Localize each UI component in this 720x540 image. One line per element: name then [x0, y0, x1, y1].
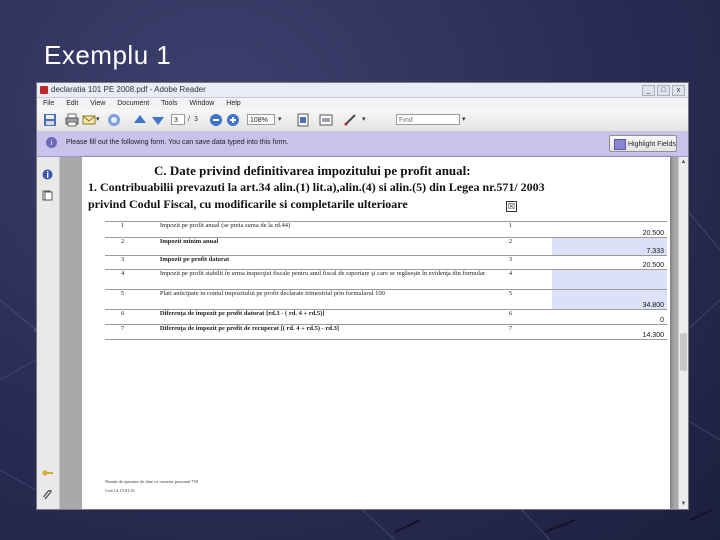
row-description: Plati anticipate in contul impozitului pe profit declarate trimestrial prin formularul 100	[152, 290, 491, 310]
window-title: declaratia 101 PE 2008.pdf - Adobe Reader	[51, 85, 206, 94]
fit-page-icon[interactable]	[296, 113, 310, 127]
pages-panel-icon[interactable]	[42, 190, 53, 201]
menu-edit[interactable]: Edit	[66, 100, 79, 107]
tax-form-table	[105, 221, 667, 340]
row-code: 1	[491, 222, 552, 238]
table-row	[105, 270, 667, 290]
table-row	[105, 222, 667, 238]
email-icon[interactable]	[82, 113, 96, 127]
row-code: 5	[491, 290, 552, 310]
row-code: 7	[491, 325, 552, 340]
zoom-out-icon[interactable]	[209, 113, 223, 127]
value-field[interactable]: 7.333	[552, 238, 667, 256]
zoom-dropdown-icon[interactable]: ▾	[278, 116, 282, 123]
row-description: Diferenţa de impozit pe profit de recuperat [( rd. 4 + rd.5) - rd.3]	[152, 325, 491, 340]
scroll-thumb[interactable]	[680, 333, 687, 371]
subsection-heading: 1. Contribuabilii prevazuti la art.34 alin.(1) lit.a),alin.(4) si alin.(5) din Legea nr.571/ 2003	[88, 180, 545, 194]
pdf-page	[82, 157, 670, 509]
menu-tools[interactable]: Tools	[161, 100, 178, 107]
table-row	[105, 325, 667, 340]
value-field[interactable]: 34.800	[552, 290, 667, 310]
value-field[interactable]: 0	[552, 310, 667, 325]
sign-dropdown-icon[interactable]: ▾	[362, 116, 366, 123]
maximize-button[interactable]: □	[657, 85, 670, 96]
save-icon[interactable]	[43, 113, 57, 127]
row-description: Impozit minim anual	[152, 238, 491, 256]
row-code: 6	[491, 310, 552, 325]
highlight-fields-label: Highlight Fields	[628, 141, 676, 148]
page-number-input[interactable]: 3	[171, 114, 185, 125]
adobe-reader-icon	[40, 86, 48, 94]
row-description: Impozit pe profit stabilit în urma inspecţiei fiscale pentru anul fiscal de raportare şi care se regăseşte în evidenţa din formular	[152, 270, 491, 290]
row-number: 5	[105, 290, 152, 310]
form-notification-bar	[37, 132, 688, 157]
slide-title: Exemplu 1	[44, 40, 172, 70]
find-input[interactable]: Find	[396, 114, 460, 125]
hand-tool-icon[interactable]	[107, 113, 121, 127]
info-panel-icon[interactable]	[42, 169, 53, 180]
fit-width-icon[interactable]	[319, 113, 333, 127]
document-view	[60, 157, 679, 509]
row-description: Impozit pe profit anual (se preia suma de la rd.44)	[152, 222, 491, 238]
signatures-panel-icon[interactable]	[42, 467, 53, 478]
info-icon: i	[46, 137, 57, 148]
table-row	[105, 290, 667, 310]
row-number: 1	[105, 222, 152, 238]
row-description: Diferenţa de impozit pe profit datorat [rd.3 - ( rd. 4 + rd.5)]	[152, 310, 491, 325]
table-row	[105, 310, 667, 325]
sign-icon[interactable]	[343, 113, 357, 127]
minimize-button[interactable]: _	[642, 85, 655, 96]
menu-window[interactable]: Window	[189, 100, 215, 107]
menu-view[interactable]: View	[90, 100, 106, 107]
table-row	[105, 256, 667, 270]
operator-number: Număr de operator de date cu caracter personal 759	[105, 479, 198, 484]
section-heading: C. Date privind definitivarea impozitului pe profit anual:	[154, 163, 471, 178]
menu-document[interactable]: Document	[117, 100, 150, 107]
row-code: 4	[491, 270, 552, 290]
value-field[interactable]: 20.500	[552, 256, 667, 270]
value-field[interactable]: 14.300	[552, 325, 667, 340]
checkbox[interactable]: ☒	[507, 202, 516, 211]
menu-bar	[37, 98, 688, 109]
print-icon[interactable]	[65, 113, 79, 127]
highlight-fields-button[interactable]	[609, 135, 677, 152]
value-field[interactable]	[552, 270, 667, 290]
previous-page-icon[interactable]	[133, 113, 147, 127]
menu-help[interactable]: Help	[226, 100, 241, 107]
menu-file[interactable]: File	[43, 100, 55, 107]
form-code: Cod 14.13.01.01	[105, 488, 136, 493]
zoom-input[interactable]: 108%	[247, 114, 275, 125]
row-number: 4	[105, 270, 152, 290]
scroll-down-icon[interactable]: ▼	[680, 501, 687, 507]
row-description: Impozit pe profit datorat	[152, 256, 491, 270]
page-total: 3	[194, 116, 198, 123]
value-field[interactable]: 20.500	[552, 222, 667, 238]
navigation-panel	[37, 157, 60, 509]
next-page-icon[interactable]	[151, 113, 165, 127]
highlight-icon	[614, 139, 626, 150]
scroll-up-icon[interactable]: ▲	[680, 159, 687, 165]
row-code: 3	[491, 256, 552, 270]
row-code: 2	[491, 238, 552, 256]
close-button[interactable]: x	[672, 85, 685, 96]
row-number: 2	[105, 238, 152, 256]
attachments-panel-icon[interactable]	[42, 490, 53, 501]
email-dropdown-icon[interactable]: ▾	[96, 116, 100, 123]
find-dropdown-icon[interactable]: ▾	[462, 116, 466, 123]
vertical-scrollbar[interactable]	[678, 157, 688, 509]
row-number: 3	[105, 256, 152, 270]
reader-window	[36, 82, 689, 510]
row-number: 6	[105, 310, 152, 325]
row-number: 7	[105, 325, 152, 340]
form-message: Please fill out the following form. You can save data typed into this form.	[66, 139, 289, 146]
subsection-heading-cont: privind Codul Fiscal, cu modificarile si completarile ulterioare	[88, 197, 408, 211]
page-separator: /	[188, 116, 190, 123]
zoom-in-icon[interactable]	[226, 113, 240, 127]
window-titlebar	[37, 83, 688, 98]
toolbar	[37, 109, 688, 132]
table-row	[105, 238, 667, 256]
